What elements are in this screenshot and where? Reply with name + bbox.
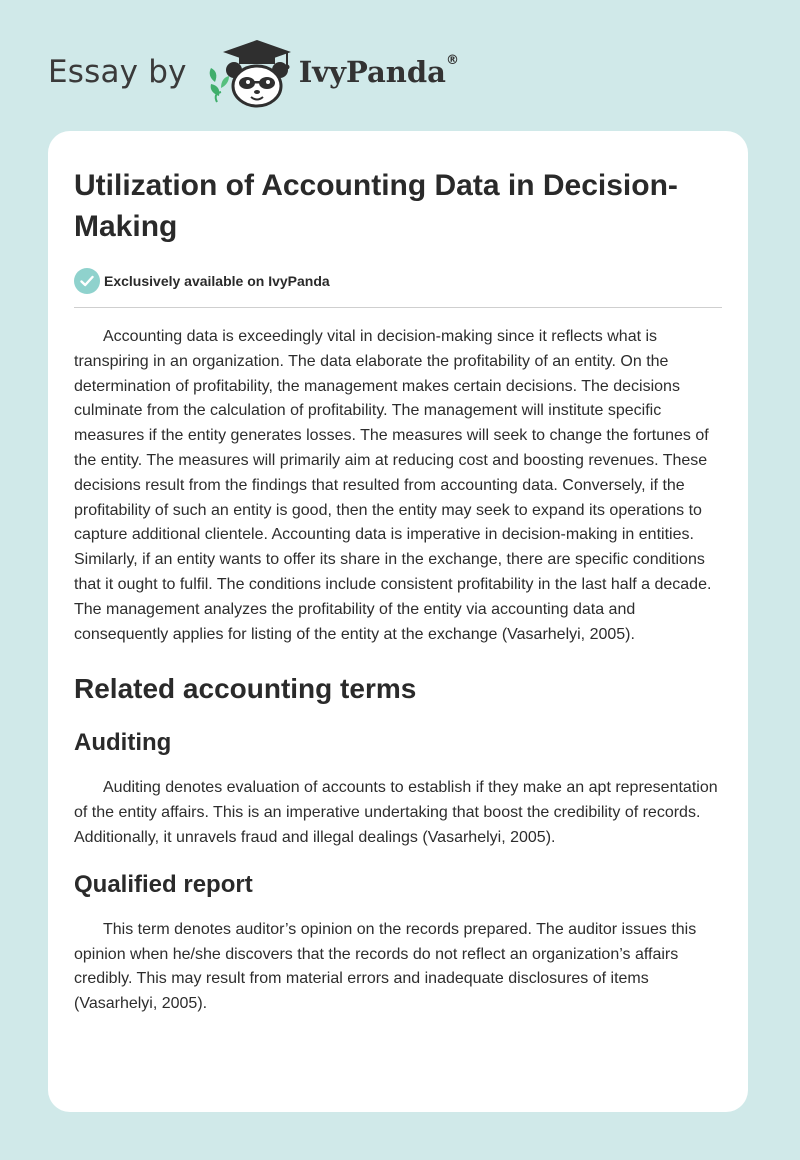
exclusive-label: Exclusively available on IvyPanda	[104, 273, 330, 289]
brand-prefix: Essay by	[48, 54, 187, 90]
subsection-heading-auditing: Auditing	[74, 729, 172, 757]
subsection-heading-qualified-report: Qualified report	[74, 870, 253, 898]
qualified-report-paragraph: This term denotes auditor’s opinion on the records prepared. The auditor issues this opinion when he/she discovers that the records do not reflect an organization’s affairs credibly. This may result from material errors and inadequate disclosures of items (Vasarhelyi, 2005).	[74, 920, 697, 1013]
intro-paragraph: Accounting data is exceedingly vital in decision-making since it reflects what is transpiring in an organization. The data elaborate the profitability of an entity. On the determination of profitability, the management makes certain decisions. The decisions culminate from the calculation of profitability. The management will institute specific measures if the entity generates losses. The measures will seek to change the fortunes of the entity. The measures will primarily aim at reducing cost and boosting revenues. These decisions result from the findings that resulted from accounting data. Conversely, if the profitability of such an entity is good, then the entity may seek to expand its operations to capture additional clientele. Accounting data is imperative in decision-making in entities. Similarly, if an entity wants to offer its share in the exchange, there are specific conditions that it ought to fulfil. The conditions include consistent profitability in the last half a decade. The management analyzes the profitability of the entity via accounting data and consequently applies for listing of the entity at the exchange (Vasarhelyi, 2005).	[74, 328, 712, 643]
auditing-paragraph: Auditing denotes evaluation of accounts to establish if they make an apt representation of the entity affairs. This is an imperative undertaking that boost the credibility of records. Additionally, it unravels fraud and illegal dealings (Vasarhelyi, 2005).	[74, 779, 718, 846]
essay-card	[48, 131, 748, 1112]
panda-logo-icon	[201, 36, 297, 108]
brand-name: IvyPanda®	[298, 53, 459, 89]
essay-title: Utilization of Accounting Data in Decision-Making	[74, 169, 678, 243]
section-heading: Related accounting terms	[74, 673, 417, 705]
registered-mark: ®	[445, 53, 459, 68]
check-icon	[74, 268, 100, 294]
exclusive-badge	[74, 267, 722, 295]
divider	[74, 307, 722, 308]
brand-header[interactable]	[48, 36, 459, 108]
